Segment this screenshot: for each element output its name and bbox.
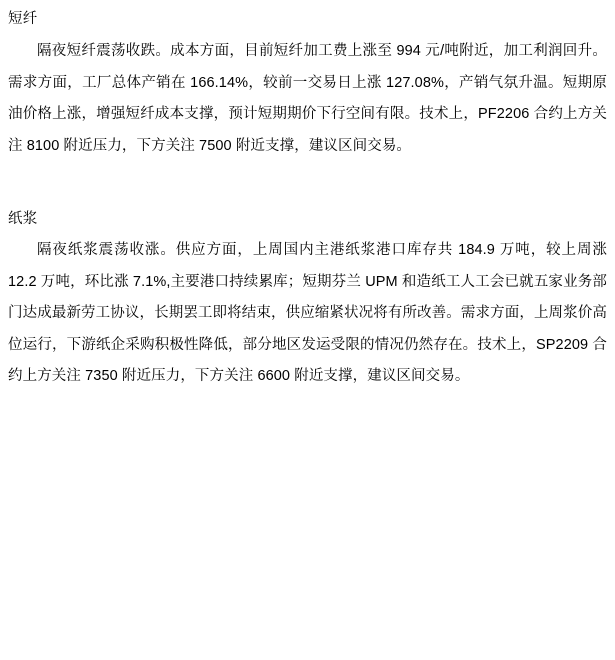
section-duanxian	[8, 8, 607, 162]
section-heading: 纸浆	[8, 211, 38, 227]
section-paragraph: 隔夜短纤震荡收跌。成本方面，目前短纤加工费上涨至 994 元/吨附近，加工利润回升。需求方面，工厂总体产销在 166.14%，较前一交易日上涨 127.08%，产销气氛升温。短期原油价格上涨，增强短纤成本支撑，预计短期期价下行空间有限。技术上，PF2206 合约上方关注 8100 附近压力，下方关注 7500 附近支撑，建议区间交易。	[8, 43, 607, 154]
section-heading: 短纤	[8, 11, 38, 27]
section-spacer	[8, 162, 607, 208]
section-zhijiang	[8, 208, 607, 393]
section-paragraph: 隔夜纸浆震荡收涨。供应方面，上周国内主港纸浆港口库存共 184.9 万吨，较上周涨 12.2 万吨，环比涨 7.1%,主要港口持续累库；短期芬兰 UPM 和造纸工人工会已就五家业务部门达成最新劳工协议，长期罢工即将结束，供应缩紧状况将有所改善。需求方面，上周浆价高位运行，下游纸企采购积极性降低，部分地区发运受限的情况仍然存在。技术上，SP2209 合约上方关注 7350 附近压力，下方关注 6600 附近支撑，建议区间交易。	[8, 242, 607, 384]
